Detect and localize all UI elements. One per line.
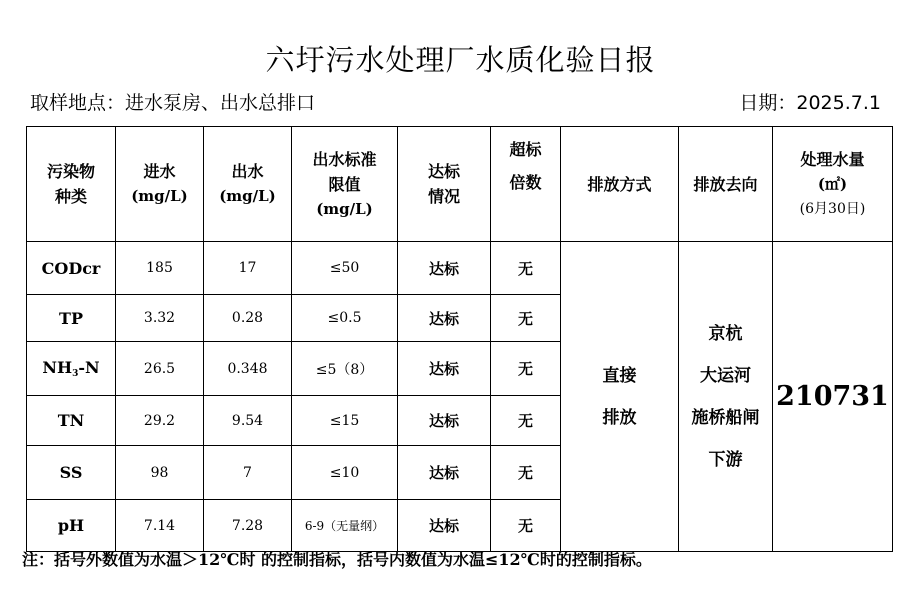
compliance-status: 达标: [398, 242, 491, 295]
standard-limit: ≤0.5: [292, 295, 398, 342]
compliance-status: 达标: [398, 342, 491, 396]
pollutant-name: pH: [27, 500, 116, 552]
standard-limit: ≤10: [292, 446, 398, 500]
effluent-value: 17: [204, 242, 292, 295]
standard-limit: 6-9（无量纲）: [292, 500, 398, 552]
exceed-multiple: 无: [491, 242, 561, 295]
treated-volume: 210731: [773, 242, 893, 552]
header-pollutant: 污染物 种类: [27, 127, 116, 242]
pollutant-name: TN: [27, 396, 116, 446]
report-date: 日期：2025.7.1: [739, 92, 881, 114]
pollutant-name: CODcr: [27, 242, 116, 295]
influent-value: 29.2: [116, 396, 204, 446]
influent-value: 7.14: [116, 500, 204, 552]
header-volume: 处理水量 (㎡) (6月30日): [773, 127, 893, 242]
influent-value: 185: [116, 242, 204, 295]
influent-value: 98: [116, 446, 204, 500]
effluent-value: 0.348: [204, 342, 292, 396]
water-quality-table: [26, 126, 893, 552]
header-discharge-dest: 排放去向: [679, 127, 773, 242]
exceed-multiple: 无: [491, 342, 561, 396]
compliance-status: 达标: [398, 396, 491, 446]
header-discharge-method: 排放方式: [561, 127, 679, 242]
influent-value: 26.5: [116, 342, 204, 396]
header-effluent: 出水 (mg/L): [204, 127, 292, 242]
footnote: 注：括号外数值为水温＞12℃时 的控制指标，括号内数值为水温≤12℃时的控制指标。: [22, 550, 652, 569]
exceed-multiple: 无: [491, 500, 561, 552]
exceed-multiple: 无: [491, 295, 561, 342]
discharge-destination: 京杭 大运河 施桥船闸 下游: [679, 242, 773, 552]
compliance-status: 达标: [398, 446, 491, 500]
exceed-multiple: 无: [491, 446, 561, 500]
pollutant-name: SS: [27, 446, 116, 500]
compliance-status: 达标: [398, 500, 491, 552]
effluent-value: 7.28: [204, 500, 292, 552]
compliance-status: 达标: [398, 295, 491, 342]
effluent-value: 7: [204, 446, 292, 500]
table-row: [27, 242, 893, 295]
standard-limit: ≤5（8）: [292, 342, 398, 396]
standard-limit: ≤15: [292, 396, 398, 446]
header-compliance: 达标 情况: [398, 127, 491, 242]
pollutant-name: TP: [27, 295, 116, 342]
report-title: 六圩污水处理厂水质化验日报: [265, 43, 656, 77]
standard-limit: ≤50: [292, 242, 398, 295]
effluent-value: 9.54: [204, 396, 292, 446]
table-header-row: [27, 127, 893, 242]
pollutant-name: $NH_3-N$: [27, 342, 116, 396]
header-exceed: 超标 倍数: [491, 127, 561, 242]
exceed-multiple: 无: [491, 396, 561, 446]
discharge-method: 直接 排放: [561, 242, 679, 552]
header-standard: 出水标准 限值 (mg/L): [292, 127, 398, 242]
effluent-value: 0.28: [204, 295, 292, 342]
influent-value: 3.32: [116, 295, 204, 342]
sampling-location: 取样地点：进水泵房、出水总排口: [30, 92, 316, 114]
header-influent: 进水 (mg/L): [116, 127, 204, 242]
